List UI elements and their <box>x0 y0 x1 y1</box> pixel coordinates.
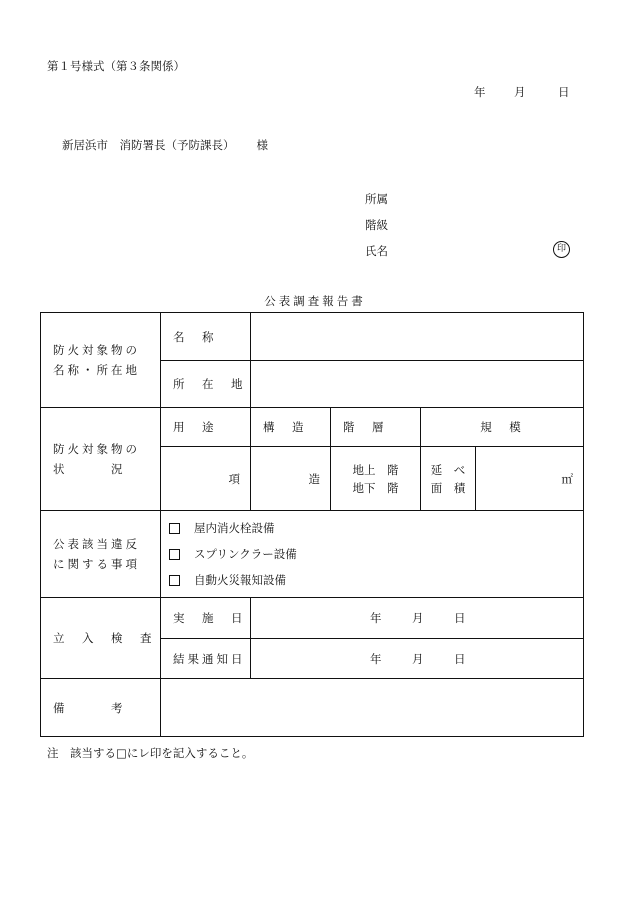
name-field-label: 名 称 <box>161 313 251 361</box>
document-title: 公表調査報告書 <box>264 294 366 308</box>
violation-label: 公表該当違反 に関する事項 <box>41 511 161 598</box>
date-line <box>474 84 570 100</box>
structure-header: 構 造 <box>251 408 331 447</box>
name-label: 氏名 <box>365 244 388 258</box>
remarks-label: 備 考 <box>41 679 161 737</box>
target-status-label: 防火対象物の 状 況 <box>41 408 161 511</box>
remarks-field[interactable] <box>161 679 584 737</box>
honorific: 様 <box>256 138 268 152</box>
floor-area-label: 延 べ 面 積 <box>421 447 476 511</box>
checkbox-item[interactable]: スプリンクラー設備 <box>161 541 583 567</box>
addressee <box>62 137 268 153</box>
seal-icon: 印 <box>553 241 570 258</box>
rank-label: 階級 <box>365 218 388 232</box>
use-header: 用 途 <box>161 408 251 447</box>
notice-date-label: 結果通知日 <box>161 639 251 679</box>
checkbox-icon[interactable] <box>169 549 180 560</box>
checkbox-icon[interactable] <box>169 523 180 534</box>
address-field[interactable] <box>251 361 584 408</box>
month-label: 月 <box>514 85 526 99</box>
notice-date-field[interactable]: 年 月 日 <box>251 639 584 679</box>
name-field[interactable] <box>251 313 584 361</box>
floors-field[interactable]: 地上 階 地下 階 <box>331 447 421 511</box>
day-label: 日 <box>558 85 570 99</box>
scale-header: 規 模 <box>421 408 584 447</box>
target-name-label: 防火対象物の 名称・所在地 <box>41 313 161 408</box>
inspection-label: 立 入 検 査 <box>41 598 161 679</box>
affiliation-label: 所属 <box>365 192 388 206</box>
checkbox-icon[interactable] <box>169 575 180 586</box>
structure-field[interactable]: 造 <box>251 447 331 511</box>
violation-items <box>161 511 584 598</box>
floor-area-field[interactable]: ㎡ <box>476 447 584 511</box>
address-field-label: 所 在 地 <box>161 361 251 408</box>
implementation-date-label: 実 施 日 <box>161 598 251 639</box>
implementation-date-field[interactable]: 年 月 日 <box>251 598 584 639</box>
addressee-name: 新居浜市 消防署長（予防課長） <box>62 138 235 152</box>
checkbox-item[interactable]: 自動火災報知設備 <box>161 567 583 593</box>
report-table <box>40 312 584 737</box>
form-number: 第１号様式（第３条関係） <box>47 59 185 73</box>
year-label: 年 <box>474 85 486 99</box>
use-item-field[interactable]: 項 <box>161 447 251 511</box>
footnote: 注 該当する□にレ印を記入すること。 <box>47 746 254 760</box>
checkbox-item[interactable]: 屋内消火栓設備 <box>161 515 583 541</box>
floors-header: 階 層 <box>331 408 421 447</box>
